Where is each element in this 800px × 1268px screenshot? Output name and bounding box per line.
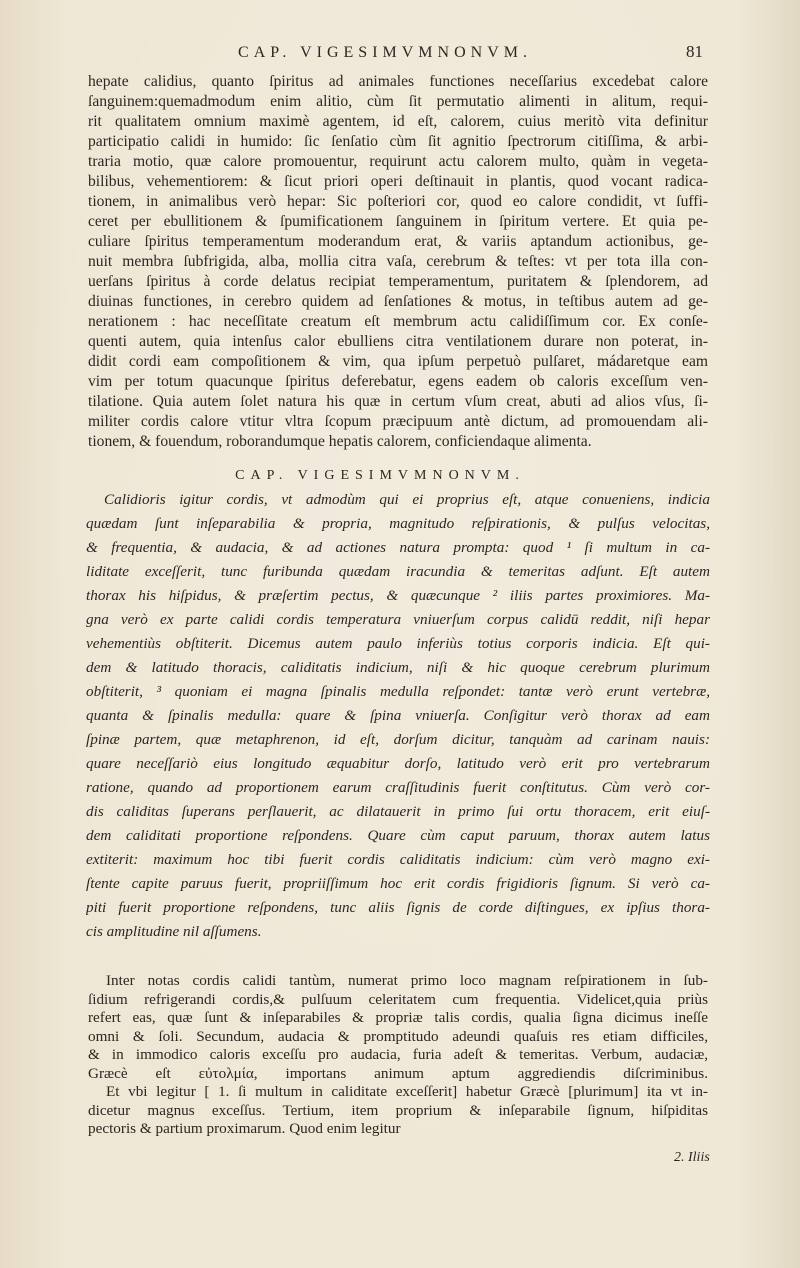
- commentary-bottom: [88, 972, 708, 1139]
- text-line: militer cordis calore vtitur vltra ſcopum præcipuum antè dictum, ad promouendam ali-: [88, 413, 708, 430]
- text-line: culiare ſpiritus temperamentum moderandum erat, & variis aptandum actionibus, ge-: [88, 233, 708, 250]
- commentary-top: [88, 72, 708, 452]
- main-text: [86, 488, 710, 944]
- text-line: quanta & ſpinalis medulla: quare & ſpina vniuerſa. Conſigitur verò thorax ad eam: [86, 707, 710, 724]
- text-line: traria motio, quæ calore promouentur, requirunt actu calorem multo, quàm in vegeta-: [88, 153, 708, 170]
- text-line: thorax his hiſpidus, & præſertim pectus, & quæcunque ² iliis partes proximiores. Ma-: [86, 587, 710, 604]
- text-line: diuinas functiones, in cerebro quidem ad ſenſationes & motus, in teſtibus autem ad ge-: [88, 293, 708, 310]
- text-line: ſpinæ partem, quæ metaphrenon, id eſt, dorſum dicitur, tanquàm ad carinam nauis:: [86, 731, 710, 748]
- text-line: ratione, quando ad proportionem earum craſſitudinis fuerit conſtitutus. Cùm verò cor-: [86, 779, 710, 796]
- text-line: dis caliditas ſuperans perſlauerit, ac dilatauerit in primo ſui ortu thoracem, erit eiuſ-: [86, 803, 710, 820]
- text-line: pectoris & partium proximarum. Quod enim legitur: [88, 1120, 401, 1137]
- text-line: nuit membra ſubfrigida, alba, mollia citra vaſa, cerebrum & teſtes: vt per tota illa con-: [88, 253, 708, 270]
- text-line: quædam ſunt inſeparabilia & propria, magnitudo reſpirationis, & pulſus velocitas,: [86, 515, 710, 532]
- text-line: nerationem : hac neceſſitate creatum eſt membrum actu calidiſſimum cor. Ex conſe-: [88, 313, 708, 330]
- text-line: ceret per ebullitionem & ſpumificationem ſanguinem in ſpiritum vertere. Et quia pe-: [88, 213, 708, 230]
- text-line: Et vbi legitur [ 1. ſi multum in caliditate exceſſerit] habetur Græcè [plurimum] ita vt in-: [106, 1083, 708, 1100]
- text-line: dicetur magnus exceſſus. Tertium, item proprium & inſeparabile ſignum, hiſpiditas: [88, 1101, 708, 1119]
- text-line: ſtente capite paruus fuerit, propriiſſimum hoc erit cordis frigidioris ſignum. Si verò ca-: [86, 875, 710, 892]
- text-line: refert eas, quæ ſunt & inſeparabiles & propriæ talis cordis, qualia ſigna dicimus ineſſe: [88, 1009, 708, 1026]
- text-line: liditate exceſſerit, tunc furibunda quædam iracundia & temeritas adſunt. Eſt autem: [86, 563, 710, 580]
- text-line: quare neceſſariò eius longitudo æquabitur dorſo, latitudo verò erit pro vertebrarum: [86, 755, 710, 772]
- chapter-heading: CAP. VIGESIMVMNONVM.: [235, 468, 525, 483]
- text-line: obſtiterit, ³ quoniam ei magna ſpinalis medulla reſpondet: tantæ verò erunt vertebræ,: [86, 683, 710, 700]
- running-head: CAP. VIGESIMVMNONVM.: [238, 44, 532, 61]
- text-line: cis amplitudine nil aſſumens.: [86, 923, 262, 940]
- text-line: & in immodico caloris exceſſu pro audacia, furia adeſt & temeritas. Verbum, audaciæ,: [88, 1046, 708, 1063]
- text-line: & frequentia, & audacia, & ad actiones natura prompta: quod ¹ ſi multum in ca-: [86, 539, 710, 556]
- text-line: uerſans ſpiritus à corde delatus recipiat temperamentum, puritatem & ſplendorem, ad: [88, 273, 708, 290]
- text-line: ſanguinem:quemadmodum enim alitio, cùm ſit permutatio alimenti in alitum, requi-: [88, 93, 708, 110]
- text-line: quenti autem, quia intenſus calor ebulliens citra ventilationem durare non poterat, in-: [88, 333, 708, 350]
- text-line: Calidioris igitur cordis, vt admodùm qui ei proprius eſt, atque conueniens, indicia: [104, 491, 710, 508]
- text-line: hepate calidius, quanto ſpiritus ad animales functiones neceſſarius excedebat calore: [88, 73, 708, 90]
- text-line: gna verò ex parte calidi cordis temperatura vniuerſum corpus calidū reddit, niſi hepar: [86, 611, 710, 628]
- text-line: tionem, & fouendum, roborandumque hepatis calorem, conficiendaque alimenta.: [88, 433, 592, 450]
- text-line: ſidium refrigerandi cordis,& pulſuum celeritatem cum frequentia. Videlicet,quia priùs: [88, 990, 708, 1008]
- text-line: omni & ſoli. Secundum, audacia & promptitudo adeundi quaſuis res etiam difficiles,: [88, 1027, 708, 1045]
- text-line: participatio calidi in humido: ſic ſenſatio cùm ſit agnitio ſpectrorum citiſſima, & arbi-: [88, 133, 708, 150]
- text-line: Inter notas cordis calidi tantùm, numerat primo loco magnam reſpirationem in ſub-: [106, 972, 708, 989]
- text-line: bilibus, vehementiorem: & ſicut priori operi deſtinauit in plantis, quod vocant radica-: [88, 173, 708, 190]
- text-line: tilatione. Quia autem ſolet natura his quæ in certum vſum creat, abuti ad alios vſus, ſi-: [88, 393, 708, 410]
- text-line: rit qualitatem omnium maximè agentem, id eſt, calorem, cuius meritò vita definitur: [88, 113, 708, 130]
- page-number: 81: [686, 42, 703, 61]
- text-line: extiterit: maximum hoc tibi fuerit cordis caliditatis indicium: cùm verò magno exi-: [86, 851, 710, 868]
- text-line: vehementiùs obſtiterit. Dicemus autem paulo inferiùs totius corporis indicia. Eſt qui-: [86, 635, 710, 652]
- text-line: tionem, in animalibus verò hepar: Sic poſteriori cor, quod eo calore condidit, vt ſuffi-: [88, 193, 708, 210]
- catchword: 2. Iliis: [674, 1150, 710, 1165]
- text-line: piti fuerit proportione reſpondens, tunc aliis ſignis de corde diſtingues, ex ipſius thora-: [86, 899, 710, 916]
- text-line: didit cordi eam compoſitionem & vim, qua ipſum perpetuò pulſaret, mádaretque eam: [88, 353, 708, 370]
- text-line: dem & latitudo thoracis, caliditatis indicium, niſi & hic quoque cerebrum plurimum: [86, 659, 710, 676]
- text-line: dem caliditati proportione reſpondens. Quare cùm caput paruum, thorax autem latus: [86, 827, 710, 844]
- text-line: vim per totum quacunque ſpiritus deferebatur, egens eadem ob caloris exceſſum ven-: [88, 373, 708, 390]
- text-line: Græcè eſt εὐτολμία, importans animum aptum aggrediendis diſcriminibus.: [88, 1064, 708, 1082]
